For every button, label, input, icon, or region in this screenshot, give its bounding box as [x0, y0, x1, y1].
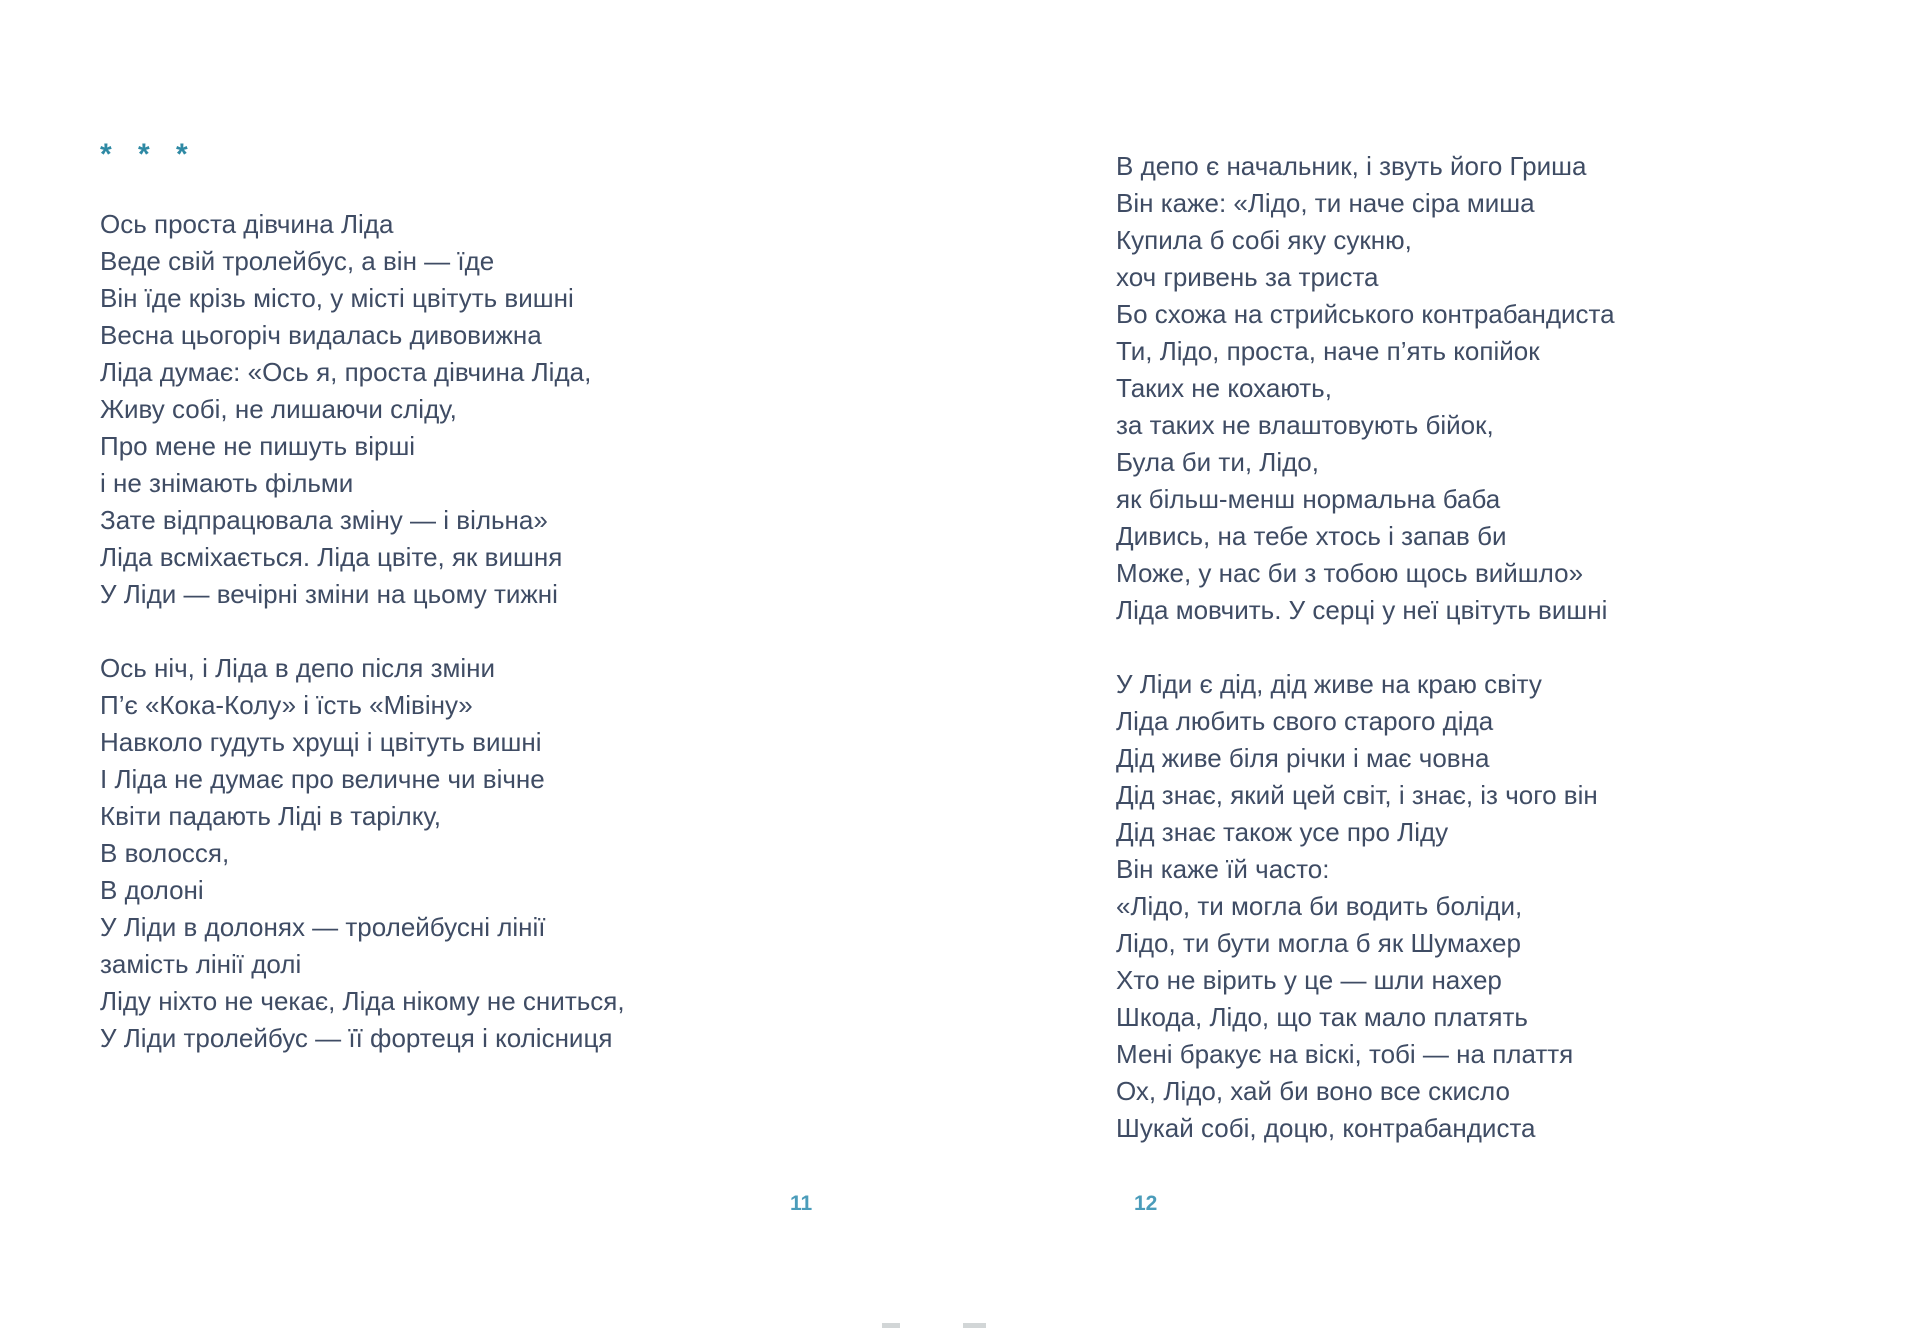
poem-right [1116, 148, 1615, 1147]
poem-line: хоч гривень за триста [1116, 262, 1379, 292]
poem-line: Навколо гудуть хрущі і цвітуть вишні [100, 727, 542, 757]
poem-line: Ліда любить свого старого діда [1116, 706, 1494, 736]
poem-line: Лідо, ти бути могла б як Шумахер [1116, 928, 1521, 958]
poem-line: Він каже їй часто: [1116, 854, 1330, 884]
poem-line: Дід знає також усе про Ліду [1116, 817, 1449, 847]
poem-line: як більш-менш нормальна баба [1116, 484, 1501, 514]
poem-line: Купила б собі яку сукню, [1116, 225, 1412, 255]
poem-line: В волосся, [100, 838, 230, 868]
poem-line: Дивись, на тебе хтось і запав би [1116, 521, 1507, 551]
poem-line: У Ліди — вечірні зміни на цьому тижні [100, 579, 558, 609]
stanza [1116, 666, 1615, 1147]
poem-line: Він каже: «Лідо, ти наче сіра миша [1116, 188, 1535, 218]
poem-line: У Ліди в долонях — тролейбусні лінії [100, 912, 546, 942]
poem-left [100, 206, 625, 1057]
section-break-ornament: * * * [100, 138, 197, 171]
poem-line: Таких не кохають, [1116, 373, 1332, 403]
poem-line: У Ліди тролейбус — її фортеця і колісниця [100, 1023, 613, 1053]
stanza [1116, 148, 1615, 629]
poem-line: І Ліда не думає про величне чи вічне [100, 764, 545, 794]
poem-line: П’є «Кока-Колу» і їсть «Мівіну» [100, 690, 473, 720]
poem-line: Зате відпрацювала зміну — і вільна» [100, 505, 548, 535]
poem-line: Квіти падають Ліді в тарілку, [100, 801, 441, 831]
poem-line: Про мене не пишуть вірші [100, 431, 416, 461]
poem-line: Хто не вірить у це — шли нахер [1116, 965, 1502, 995]
poem-line: і не знімають фільми [100, 468, 354, 498]
poem-line: Була би ти, Лідо, [1116, 447, 1319, 477]
poem-line: Ось проста дівчина Ліда [100, 209, 394, 239]
poem-line: Дід знає, який цей світ, і знає, із чого він [1116, 780, 1598, 810]
poem-line: У Ліди є дід, дід живе на краю світу [1116, 669, 1542, 699]
poem-line: «Лідо, ти могла би водить боліди, [1116, 891, 1523, 921]
poem-line: Шкода, Лідо, що так мало платять [1116, 1002, 1528, 1032]
stanza [100, 206, 625, 613]
poem-line: Весна цьогоріч видалась дивовижна [100, 320, 542, 350]
page-number-right: 12 [1134, 1192, 1158, 1215]
poem-line: Живу собі, не лишаючи сліду, [100, 394, 457, 424]
poem-line: за таких не влаштовують бійок, [1116, 410, 1494, 440]
poem-line: замість лінії долі [100, 949, 302, 979]
poem-line: Ліда думає: «Ось я, проста дівчина Ліда, [100, 357, 592, 387]
page-number-left: 11 [790, 1192, 813, 1215]
poem-line: Він їде крізь місто, у місті цвітуть вишні [100, 283, 574, 313]
poem-line: Може, у нас би з тобою щось вийшло» [1116, 558, 1584, 588]
page-right [986, 0, 1920, 1328]
poem-line: Ось ніч, і Ліда в депо після зміни [100, 653, 496, 683]
poem-line: Ліда всміхається. Ліда цвіте, як вишня [100, 542, 563, 572]
poem-line: Дід живе біля річки і має човна [1116, 743, 1490, 773]
poem-line: Мені бракує на віскі, тобі — на плаття [1116, 1039, 1574, 1069]
poem-line: В долоні [100, 875, 204, 905]
poem-line: Бо схожа на стрийського контрабандиста [1116, 299, 1615, 329]
poem-line: Ліду ніхто не чекає, Ліда нікому не сниться, [100, 986, 625, 1016]
poem-line: Ох, Лідо, хай би воно все скисло [1116, 1076, 1510, 1106]
page-left [0, 0, 882, 1328]
poem-line: Ти, Лідо, проста, наче п’ять копійок [1116, 336, 1540, 366]
poem-line: Шукай собі, доцю, контрабандиста [1116, 1113, 1536, 1143]
poem-line: Веде свій тролейбус, а він — їде [100, 246, 495, 276]
poem-line: В депо є начальник, і звуть його Гриша [1116, 151, 1587, 181]
poem-line: Ліда мовчить. У серці у неї цвітуть вишні [1116, 595, 1608, 625]
stanza [100, 650, 625, 1057]
